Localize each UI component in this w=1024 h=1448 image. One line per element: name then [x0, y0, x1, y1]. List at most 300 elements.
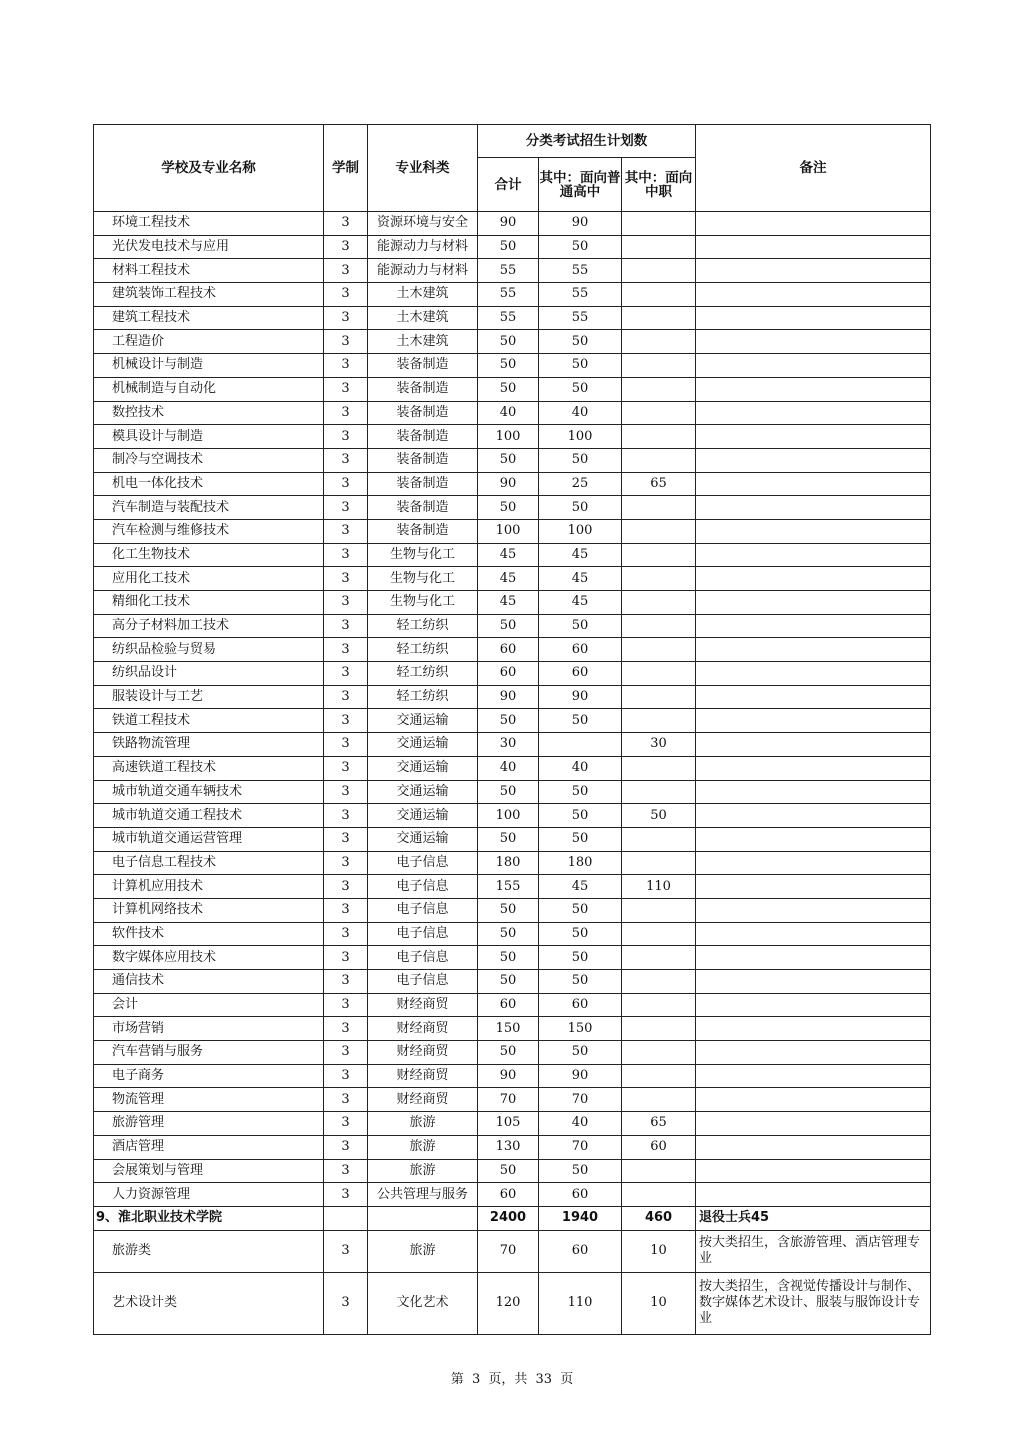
- cell-category: 财经商贸: [368, 993, 478, 1017]
- table-row: [94, 709, 931, 733]
- cell-category: 文化艺术: [368, 1272, 478, 1334]
- cell-remarks: [696, 235, 931, 259]
- cell-vocational: [622, 614, 696, 638]
- cell-remarks: [696, 1017, 931, 1041]
- cell-remarks: [696, 970, 931, 994]
- cell-total: 130: [478, 1135, 539, 1159]
- cell-duration: 3: [324, 235, 368, 259]
- cell-vocational: 30: [622, 733, 696, 757]
- cell-major-name: 化工生物技术: [94, 543, 324, 567]
- cell-general-high: 150: [539, 1017, 622, 1041]
- cell-vocational: 60: [622, 1135, 696, 1159]
- cell-total: 100: [478, 519, 539, 543]
- cell-duration: 3: [324, 993, 368, 1017]
- cell-major-name: 计算机应用技术: [94, 875, 324, 899]
- cell-total: 70: [478, 1230, 539, 1272]
- cell-total: 50: [478, 946, 539, 970]
- cell-duration: 3: [324, 685, 368, 709]
- cell-duration: 3: [324, 946, 368, 970]
- header-vocational: 其中：面向中职: [622, 158, 696, 212]
- table-row: [94, 543, 931, 567]
- header-plan-group: 分类考试招生计划数: [478, 125, 696, 158]
- cell-total: 60: [478, 662, 539, 686]
- cell-total: 55: [478, 306, 539, 330]
- cell-remarks: [696, 827, 931, 851]
- cell-major-name: 旅游管理: [94, 1112, 324, 1136]
- cell-category: 土木建筑: [368, 283, 478, 307]
- cell-duration: 3: [324, 709, 368, 733]
- table-row: [94, 259, 931, 283]
- cell-major-name: 人力资源管理: [94, 1183, 324, 1207]
- table-row: [94, 567, 931, 591]
- cell-vocational: [622, 448, 696, 472]
- cell-major-name: 材料工程技术: [94, 259, 324, 283]
- cell-remarks: [696, 377, 931, 401]
- table-row: [94, 922, 931, 946]
- table-row: [94, 1064, 931, 1088]
- cell-remarks: [696, 1183, 931, 1207]
- cell-major-name: 建筑装饰工程技术: [94, 283, 324, 307]
- table-row: [94, 614, 931, 638]
- cell-general-high: 50: [539, 780, 622, 804]
- cell-vocational: [622, 425, 696, 449]
- table-row: [94, 472, 931, 496]
- cell-vocational: [622, 591, 696, 615]
- cell-general-high: 90: [539, 212, 622, 236]
- cell-duration: 3: [324, 970, 368, 994]
- cell-total: 50: [478, 496, 539, 520]
- cell-category: 土木建筑: [368, 306, 478, 330]
- cell-category: 电子信息: [368, 875, 478, 899]
- cell-vocational: 65: [622, 472, 696, 496]
- cell-major-name: 汽车检测与维修技术: [94, 519, 324, 543]
- cell-total: 50: [478, 330, 539, 354]
- cell-major-name: 会计: [94, 993, 324, 1017]
- cell-category: 财经商贸: [368, 1041, 478, 1065]
- cell-duration: 3: [324, 259, 368, 283]
- cell-duration: 3: [324, 1272, 368, 1334]
- cell-general-high: 50: [539, 804, 622, 828]
- cell-duration: 3: [324, 401, 368, 425]
- cell-major-name: 纺织品设计: [94, 662, 324, 686]
- cell-major-name: 城市轨道交通工程技术: [94, 804, 324, 828]
- table-row: [94, 685, 931, 709]
- cell-general-high: 60: [539, 638, 622, 662]
- table-row: [94, 827, 931, 851]
- cell-total: 50: [478, 1159, 539, 1183]
- header-total: 合计: [478, 158, 539, 212]
- cell-general-high: 100: [539, 425, 622, 449]
- cell-total: 155: [478, 875, 539, 899]
- cell-duration: 3: [324, 472, 368, 496]
- table-row: [94, 212, 931, 236]
- enrollment-plan-table: [93, 124, 931, 1335]
- cell-total: 120: [478, 1272, 539, 1334]
- cell-major-name: 软件技术: [94, 922, 324, 946]
- cell-general-high: 50: [539, 448, 622, 472]
- cell-total: 50: [478, 377, 539, 401]
- cell-remarks: [696, 1088, 931, 1112]
- cell-total: 50: [478, 354, 539, 378]
- cell-remarks: [696, 567, 931, 591]
- table-row: [94, 519, 931, 543]
- cell-major-name: 机械制造与自动化: [94, 377, 324, 401]
- footer-current-page: 3: [471, 1372, 481, 1387]
- table-row: [94, 1159, 931, 1183]
- cell-category: 公共管理与服务: [368, 1183, 478, 1207]
- cell-general-high: 55: [539, 283, 622, 307]
- cell-remarks: [696, 851, 931, 875]
- cell-category: 轻工纺织: [368, 638, 478, 662]
- cell-general-high: 50: [539, 898, 622, 922]
- cell-vocational: 10: [622, 1230, 696, 1272]
- cell-total: 180: [478, 851, 539, 875]
- cell-total: 50: [478, 448, 539, 472]
- header-duration: 学制: [324, 125, 368, 212]
- cell-general-high: 50: [539, 496, 622, 520]
- cell-category: 装备制造: [368, 448, 478, 472]
- cell-duration: 3: [324, 875, 368, 899]
- cell-vocational: [622, 662, 696, 686]
- cell-vocational: [622, 235, 696, 259]
- cell-duration: 3: [324, 567, 368, 591]
- cell-vocational: 10: [622, 1272, 696, 1334]
- table-row: [94, 875, 931, 899]
- cell-major-name: 服装设计与工艺: [94, 685, 324, 709]
- table-row: [94, 591, 931, 615]
- cell-total: 40: [478, 756, 539, 780]
- cell-remarks: [696, 259, 931, 283]
- cell-category: 交通运输: [368, 733, 478, 757]
- cell-total: 60: [478, 638, 539, 662]
- cell-duration: 3: [324, 1017, 368, 1041]
- cell-total: 45: [478, 567, 539, 591]
- cell-vocational: [622, 330, 696, 354]
- cell-category: 财经商贸: [368, 1017, 478, 1041]
- cell-category: 装备制造: [368, 519, 478, 543]
- cell-category: 财经商贸: [368, 1088, 478, 1112]
- cell-category: 电子信息: [368, 922, 478, 946]
- cell-category: [368, 1206, 478, 1230]
- cell-duration: 3: [324, 496, 368, 520]
- cell-remarks: [696, 448, 931, 472]
- cell-major-name: 数控技术: [94, 401, 324, 425]
- cell-major-name: 会展策划与管理: [94, 1159, 324, 1183]
- cell-major-name: 高分子材料加工技术: [94, 614, 324, 638]
- cell-duration: 3: [324, 1230, 368, 1272]
- table-row: [94, 330, 931, 354]
- cell-general-high: 50: [539, 922, 622, 946]
- cell-total: 40: [478, 401, 539, 425]
- cell-major-name: 酒店管理: [94, 1135, 324, 1159]
- cell-category: 装备制造: [368, 354, 478, 378]
- table-row: [94, 946, 931, 970]
- cell-duration: 3: [324, 1041, 368, 1065]
- cell-general-high: 45: [539, 875, 622, 899]
- cell-major-name: 物流管理: [94, 1088, 324, 1112]
- cell-major-name: 汽车制造与装配技术: [94, 496, 324, 520]
- cell-category: 财经商贸: [368, 1064, 478, 1088]
- cell-major-name: 机械设计与制造: [94, 354, 324, 378]
- cell-duration: 3: [324, 662, 368, 686]
- header-general-high: 其中：面向普通高中: [539, 158, 622, 212]
- cell-category: 生物与化工: [368, 543, 478, 567]
- cell-vocational: [622, 827, 696, 851]
- cell-major-name: 通信技术: [94, 970, 324, 994]
- cell-general-high: 60: [539, 993, 622, 1017]
- cell-category: 装备制造: [368, 425, 478, 449]
- table-row: [94, 401, 931, 425]
- cell-remarks: [696, 898, 931, 922]
- table-row: [94, 1272, 931, 1334]
- cell-remarks: [696, 685, 931, 709]
- table-row: [94, 1112, 931, 1136]
- cell-total: 2400: [478, 1206, 539, 1230]
- cell-remarks: [696, 804, 931, 828]
- cell-major-name: 城市轨道交通车辆技术: [94, 780, 324, 804]
- footer-total-pages: 33: [535, 1372, 553, 1387]
- cell-vocational: [622, 212, 696, 236]
- cell-duration: 3: [324, 1135, 368, 1159]
- cell-duration: 3: [324, 543, 368, 567]
- cell-total: 50: [478, 235, 539, 259]
- cell-duration: 3: [324, 614, 368, 638]
- cell-general-high: 90: [539, 1064, 622, 1088]
- cell-duration: 3: [324, 306, 368, 330]
- cell-remarks: [696, 922, 931, 946]
- cell-remarks: [696, 875, 931, 899]
- cell-major-name: 制冷与空调技术: [94, 448, 324, 472]
- cell-remarks: [696, 330, 931, 354]
- cell-duration: 3: [324, 1183, 368, 1207]
- cell-category: 旅游: [368, 1112, 478, 1136]
- cell-category: 电子信息: [368, 851, 478, 875]
- cell-general-high: 55: [539, 259, 622, 283]
- cell-general-high: 60: [539, 662, 622, 686]
- cell-remarks: [696, 401, 931, 425]
- cell-duration: 3: [324, 591, 368, 615]
- cell-major-name: 数字媒体应用技术: [94, 946, 324, 970]
- cell-general-high: 50: [539, 377, 622, 401]
- cell-major-name: 高速铁道工程技术: [94, 756, 324, 780]
- cell-remarks: [696, 591, 931, 615]
- cell-remarks: [696, 1112, 931, 1136]
- cell-general-high: 45: [539, 543, 622, 567]
- cell-general-high: 50: [539, 614, 622, 638]
- cell-category: 交通运输: [368, 709, 478, 733]
- cell-general-high: 180: [539, 851, 622, 875]
- cell-total: 50: [478, 970, 539, 994]
- cell-remarks: [696, 496, 931, 520]
- cell-total: 45: [478, 591, 539, 615]
- cell-category: 装备制造: [368, 401, 478, 425]
- cell-vocational: [622, 567, 696, 591]
- table-row: [94, 898, 931, 922]
- cell-total: 70: [478, 1088, 539, 1112]
- cell-duration: 3: [324, 1112, 368, 1136]
- cell-vocational: [622, 496, 696, 520]
- cell-category: 旅游: [368, 1230, 478, 1272]
- cell-duration: 3: [324, 519, 368, 543]
- table-row: [94, 851, 931, 875]
- cell-category: 能源动力与材料: [368, 259, 478, 283]
- cell-general-high: 55: [539, 306, 622, 330]
- cell-remarks: [696, 1135, 931, 1159]
- cell-general-high: 45: [539, 567, 622, 591]
- cell-category: 生物与化工: [368, 567, 478, 591]
- cell-remarks: [696, 1159, 931, 1183]
- cell-total: 90: [478, 1064, 539, 1088]
- cell-general-high: 50: [539, 235, 622, 259]
- school-row: [94, 1206, 931, 1230]
- cell-major-name: 9、淮北职业技术学院: [94, 1206, 324, 1230]
- cell-major-name: 计算机网络技术: [94, 898, 324, 922]
- cell-major-name: 艺术设计类: [94, 1272, 324, 1334]
- cell-total: 100: [478, 804, 539, 828]
- cell-vocational: [622, 283, 696, 307]
- cell-total: 105: [478, 1112, 539, 1136]
- table-row: [94, 283, 931, 307]
- cell-vocational: [622, 1017, 696, 1041]
- cell-general-high: 110: [539, 1272, 622, 1334]
- cell-remarks: [696, 1064, 931, 1088]
- table-row: [94, 638, 931, 662]
- cell-category: 装备制造: [368, 377, 478, 401]
- cell-general-high: 50: [539, 946, 622, 970]
- cell-duration: 3: [324, 780, 368, 804]
- cell-remarks: [696, 993, 931, 1017]
- cell-major-name: 环境工程技术: [94, 212, 324, 236]
- cell-general-high: [539, 733, 622, 757]
- cell-vocational: [622, 898, 696, 922]
- cell-vocational: [622, 709, 696, 733]
- cell-category: 旅游: [368, 1159, 478, 1183]
- cell-remarks: [696, 614, 931, 638]
- cell-general-high: 50: [539, 1041, 622, 1065]
- cell-remarks: [696, 756, 931, 780]
- cell-vocational: [622, 1088, 696, 1112]
- cell-major-name: 铁路物流管理: [94, 733, 324, 757]
- cell-category: 装备制造: [368, 496, 478, 520]
- cell-category: 土木建筑: [368, 330, 478, 354]
- cell-total: 50: [478, 780, 539, 804]
- cell-remarks: [696, 946, 931, 970]
- cell-general-high: 50: [539, 330, 622, 354]
- table-row: [94, 1135, 931, 1159]
- cell-vocational: 65: [622, 1112, 696, 1136]
- cell-remarks: [696, 472, 931, 496]
- cell-total: 50: [478, 827, 539, 851]
- cell-major-name: 机电一体化技术: [94, 472, 324, 496]
- cell-category: 装备制造: [368, 472, 478, 496]
- cell-vocational: 460: [622, 1206, 696, 1230]
- cell-major-name: 城市轨道交通运营管理: [94, 827, 324, 851]
- cell-category: 轻工纺织: [368, 614, 478, 638]
- cell-total: 45: [478, 543, 539, 567]
- cell-total: 50: [478, 922, 539, 946]
- cell-general-high: 70: [539, 1135, 622, 1159]
- cell-major-name: 纺织品检验与贸易: [94, 638, 324, 662]
- table-row: [94, 662, 931, 686]
- cell-major-name: 光伏发电技术与应用: [94, 235, 324, 259]
- cell-major-name: 电子信息工程技术: [94, 851, 324, 875]
- cell-major-name: 工程造价: [94, 330, 324, 354]
- cell-general-high: 90: [539, 685, 622, 709]
- cell-major-name: 电子商务: [94, 1064, 324, 1088]
- cell-remarks: 按大类招生，含旅游管理、酒店管理专业: [696, 1230, 931, 1272]
- cell-total: 60: [478, 993, 539, 1017]
- cell-category: 轻工纺织: [368, 662, 478, 686]
- cell-vocational: [622, 851, 696, 875]
- cell-general-high: 45: [539, 591, 622, 615]
- cell-vocational: [622, 377, 696, 401]
- cell-remarks: [696, 543, 931, 567]
- cell-vocational: [622, 922, 696, 946]
- cell-general-high: 40: [539, 1112, 622, 1136]
- header-school-major: 学校及专业名称: [94, 125, 324, 212]
- cell-general-high: 50: [539, 1159, 622, 1183]
- cell-vocational: [622, 1183, 696, 1207]
- cell-duration: 3: [324, 354, 368, 378]
- cell-duration: 3: [324, 1088, 368, 1112]
- table-row: [94, 756, 931, 780]
- cell-total: 55: [478, 259, 539, 283]
- table-row: [94, 733, 931, 757]
- table-body: [94, 212, 931, 1335]
- cell-total: 90: [478, 685, 539, 709]
- cell-vocational: [622, 543, 696, 567]
- cell-major-name: 市场营销: [94, 1017, 324, 1041]
- cell-vocational: [622, 519, 696, 543]
- cell-remarks: [696, 425, 931, 449]
- cell-duration: 3: [324, 898, 368, 922]
- cell-major-name: 应用化工技术: [94, 567, 324, 591]
- table-row: [94, 1017, 931, 1041]
- cell-remarks: [696, 354, 931, 378]
- cell-duration: 3: [324, 1159, 368, 1183]
- cell-vocational: [622, 1159, 696, 1183]
- cell-category: 交通运输: [368, 780, 478, 804]
- cell-total: 150: [478, 1017, 539, 1041]
- cell-vocational: [622, 780, 696, 804]
- cell-total: 50: [478, 898, 539, 922]
- cell-remarks: [696, 283, 931, 307]
- cell-general-high: 70: [539, 1088, 622, 1112]
- cell-category: 电子信息: [368, 970, 478, 994]
- cell-vocational: [622, 1064, 696, 1088]
- cell-total: 90: [478, 212, 539, 236]
- cell-category: 生物与化工: [368, 591, 478, 615]
- cell-category: 电子信息: [368, 946, 478, 970]
- cell-major-name: 精细化工技术: [94, 591, 324, 615]
- table-row: [94, 804, 931, 828]
- cell-vocational: [622, 756, 696, 780]
- cell-remarks: [696, 1041, 931, 1065]
- cell-remarks: [696, 519, 931, 543]
- table-row: [94, 1041, 931, 1065]
- table-row: [94, 993, 931, 1017]
- cell-total: 50: [478, 614, 539, 638]
- cell-remarks: [696, 780, 931, 804]
- cell-duration: 3: [324, 804, 368, 828]
- cell-category: 旅游: [368, 1135, 478, 1159]
- cell-category: 电子信息: [368, 898, 478, 922]
- page-footer: [0, 1368, 1024, 1387]
- cell-remarks: 按大类招生，含视觉传播设计与制作、数字媒体艺术设计、服装与服饰设计专业: [696, 1272, 931, 1334]
- table-row: [94, 970, 931, 994]
- cell-total: 50: [478, 1041, 539, 1065]
- cell-duration: 3: [324, 425, 368, 449]
